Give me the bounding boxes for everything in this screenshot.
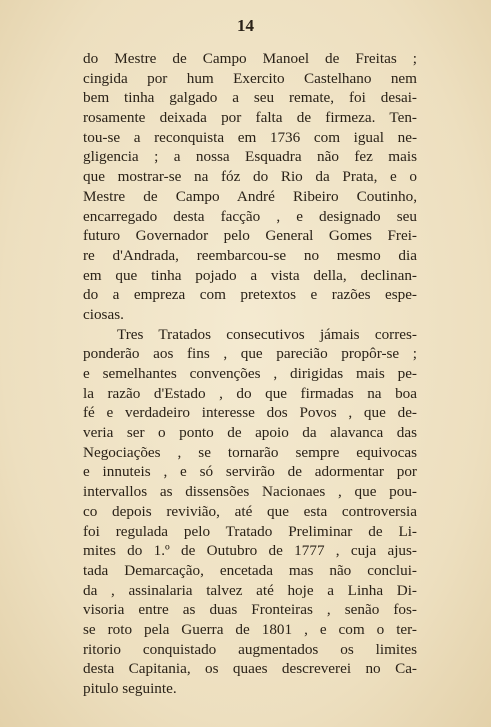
text-line: rosamente deixada por falta de firmeza. Ten- bbox=[83, 109, 417, 127]
text-line: re d'Andrada, reembarcou-se no mesmo dia bbox=[83, 246, 417, 264]
text-line: intervallos as dissensões Nacionaes , que pou- bbox=[83, 483, 417, 501]
text-line: Negociações , se tornarão sempre equivocas bbox=[83, 443, 417, 461]
text-line: Mestre de Campo André Ribeiro Coutinho, bbox=[83, 187, 417, 205]
text-line: foi regulada pelo Tratado Preliminar de Li- bbox=[83, 522, 417, 540]
text-line: mites do 1.º de Outubro de 1777 , cuja ajus- bbox=[83, 542, 417, 560]
text-line: do Mestre de Campo Manoel de Freitas ; bbox=[83, 50, 417, 67]
text-line: se roto pela Guerra de 1801 , e com o ter- bbox=[83, 620, 417, 638]
text-line: la razão d'Estado , do que firmadas na boa bbox=[83, 384, 417, 402]
text-line: que mostrar-se na fóz do Rio da Prata, e o bbox=[83, 168, 417, 186]
text-line: co depois revivião, até que esta controversia bbox=[83, 502, 417, 520]
text-line: veria ser o ponto de apoio da alavanca das bbox=[83, 424, 417, 442]
text-line: encarregado desta facção , e designado seu bbox=[83, 207, 417, 225]
text-line: ciosas. bbox=[83, 305, 124, 323]
text-line: ponderão aos fins , que parecião propôr-se ; bbox=[83, 345, 417, 363]
text-line: em que tinha pojado a vista della, declinan- bbox=[83, 266, 417, 284]
text-line: tou-se a reconquista em 1736 com igual ne- bbox=[83, 128, 417, 146]
text-line: e semelhantes convenções , dirigidas mais pe- bbox=[83, 365, 417, 382]
text-line: ritorio conquistado augmentados os limites bbox=[83, 640, 417, 658]
text-line: pitulo seguinte. bbox=[83, 680, 177, 697]
text-line: fé e verdadeiro interesse dos Povos , que de- bbox=[83, 404, 417, 422]
body-text bbox=[83, 49, 417, 699]
text-line: da , assinalaria talvez até hoje a Linha Di- bbox=[83, 581, 417, 599]
text-line: visoria entre as duas Fronteiras , senão fos- bbox=[83, 601, 417, 619]
text-line: desta Capitania, os quaes descreverei no Ca- bbox=[83, 660, 417, 678]
text-line: Tres Tratados consecutivos jámais corres- bbox=[117, 325, 417, 343]
text-line: tada Demarcação, encetada mas não conclui- bbox=[83, 561, 417, 579]
text-line: gligencia ; a nossa Esquadra não fez mais bbox=[83, 148, 417, 166]
text-line: futuro Governador pelo General Gomes Frei- bbox=[83, 227, 417, 245]
text-line: cingida por hum Exercito Castelhano nem bbox=[83, 69, 417, 87]
page-number: 14 bbox=[237, 16, 254, 35]
text-line: bem tinha galgado a seu remate, foi desai- bbox=[83, 89, 417, 107]
text-line: e innuteis , e só servirão de adormentar por bbox=[83, 463, 417, 481]
text-line: do a empreza com pretextos e razões espe- bbox=[83, 286, 417, 304]
